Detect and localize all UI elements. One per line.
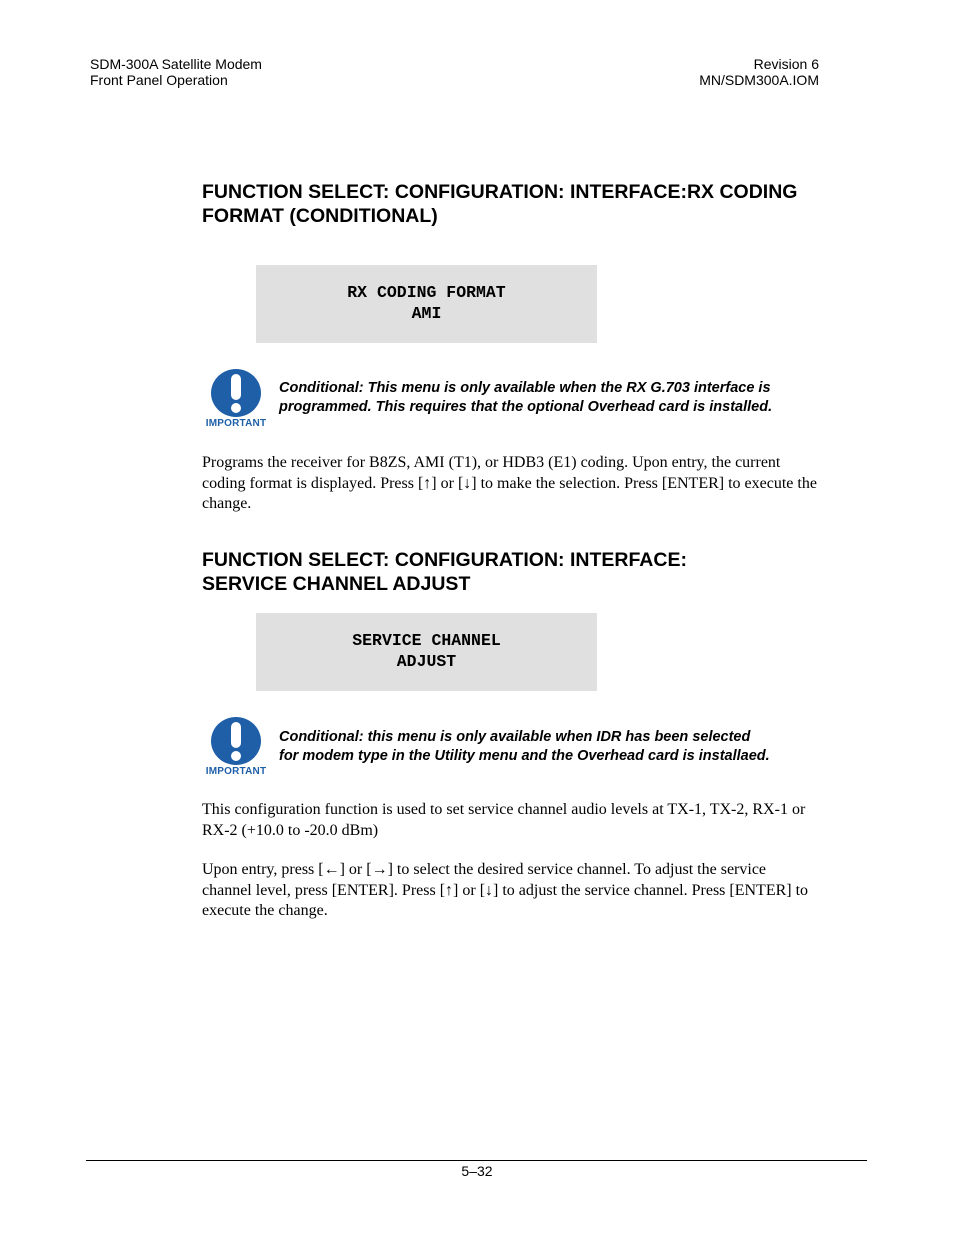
instruction-paragraph: Upon entry, press [←] or [→] to select the desired service channel. To adjust the service channel level, press [ENTER]. Press [↑] or [↓] to adjust the service channel. Press [ENTER] to execute the change.: [202, 861, 809, 919]
important-label: IMPORTANT: [205, 766, 267, 777]
section-title-rx-coding-format: FUNCTION SELECT: CONFIGURATION: INTERFACE:RX CODING FORMAT (CONDITIONAL): [202, 181, 798, 227]
manual-title: SDM-300A Satellite Modem: [90, 56, 262, 72]
lcd-line-1: SERVICE CHANNEL: [352, 631, 501, 650]
lcd-display-service-channel-adjust: [256, 613, 597, 691]
conditional-note: Conditional: This menu is only available when the RX G.703 interface is programmed. This requires that the optional Overhead card is installed.: [279, 380, 773, 415]
important-notice: [203, 716, 269, 780]
chapter-title: Front Panel Operation: [90, 72, 228, 88]
lcd-display-rx-coding-format: [256, 265, 597, 343]
important-notice: [203, 368, 269, 432]
footer-divider: [86, 1160, 867, 1161]
document-number: MN/SDM300A.IOM: [699, 72, 819, 88]
lcd-line-1: RX CODING FORMAT: [347, 283, 506, 302]
lcd-line-2: AMI: [411, 304, 442, 323]
important-label: IMPORTANT: [205, 418, 267, 429]
exclamation-icon: [209, 716, 263, 766]
header-right: [699, 56, 819, 88]
header-left: [90, 56, 262, 88]
lcd-line-2: ADJUST: [396, 652, 457, 671]
description-paragraph: Programs the receiver for B8ZS, AMI (T1), or HDB3 (E1) coding. Upon entry, the current coding format is displayed. Press [↑] or [↓] to make the selection. Press [ENTER] to execute the change.: [202, 454, 817, 512]
section-title-service-channel-adjust: FUNCTION SELECT: CONFIGURATION: INTERFACE: SERVICE CHANNEL ADJUST: [202, 549, 687, 595]
description-paragraph: This configuration function is used to set service channel audio levels at TX-1, TX-2, RX-1 or RX-2 (+10.0 to -20.0 dBm): [202, 801, 806, 839]
exclamation-icon: [209, 368, 263, 418]
page-number: 5–32: [461, 1163, 493, 1179]
conditional-note: Conditional: this menu is only available when IDR has been selected for modem type in the Utility menu and the Overhead card is installaed.: [279, 729, 770, 764]
revision: Revision 6: [753, 56, 819, 72]
